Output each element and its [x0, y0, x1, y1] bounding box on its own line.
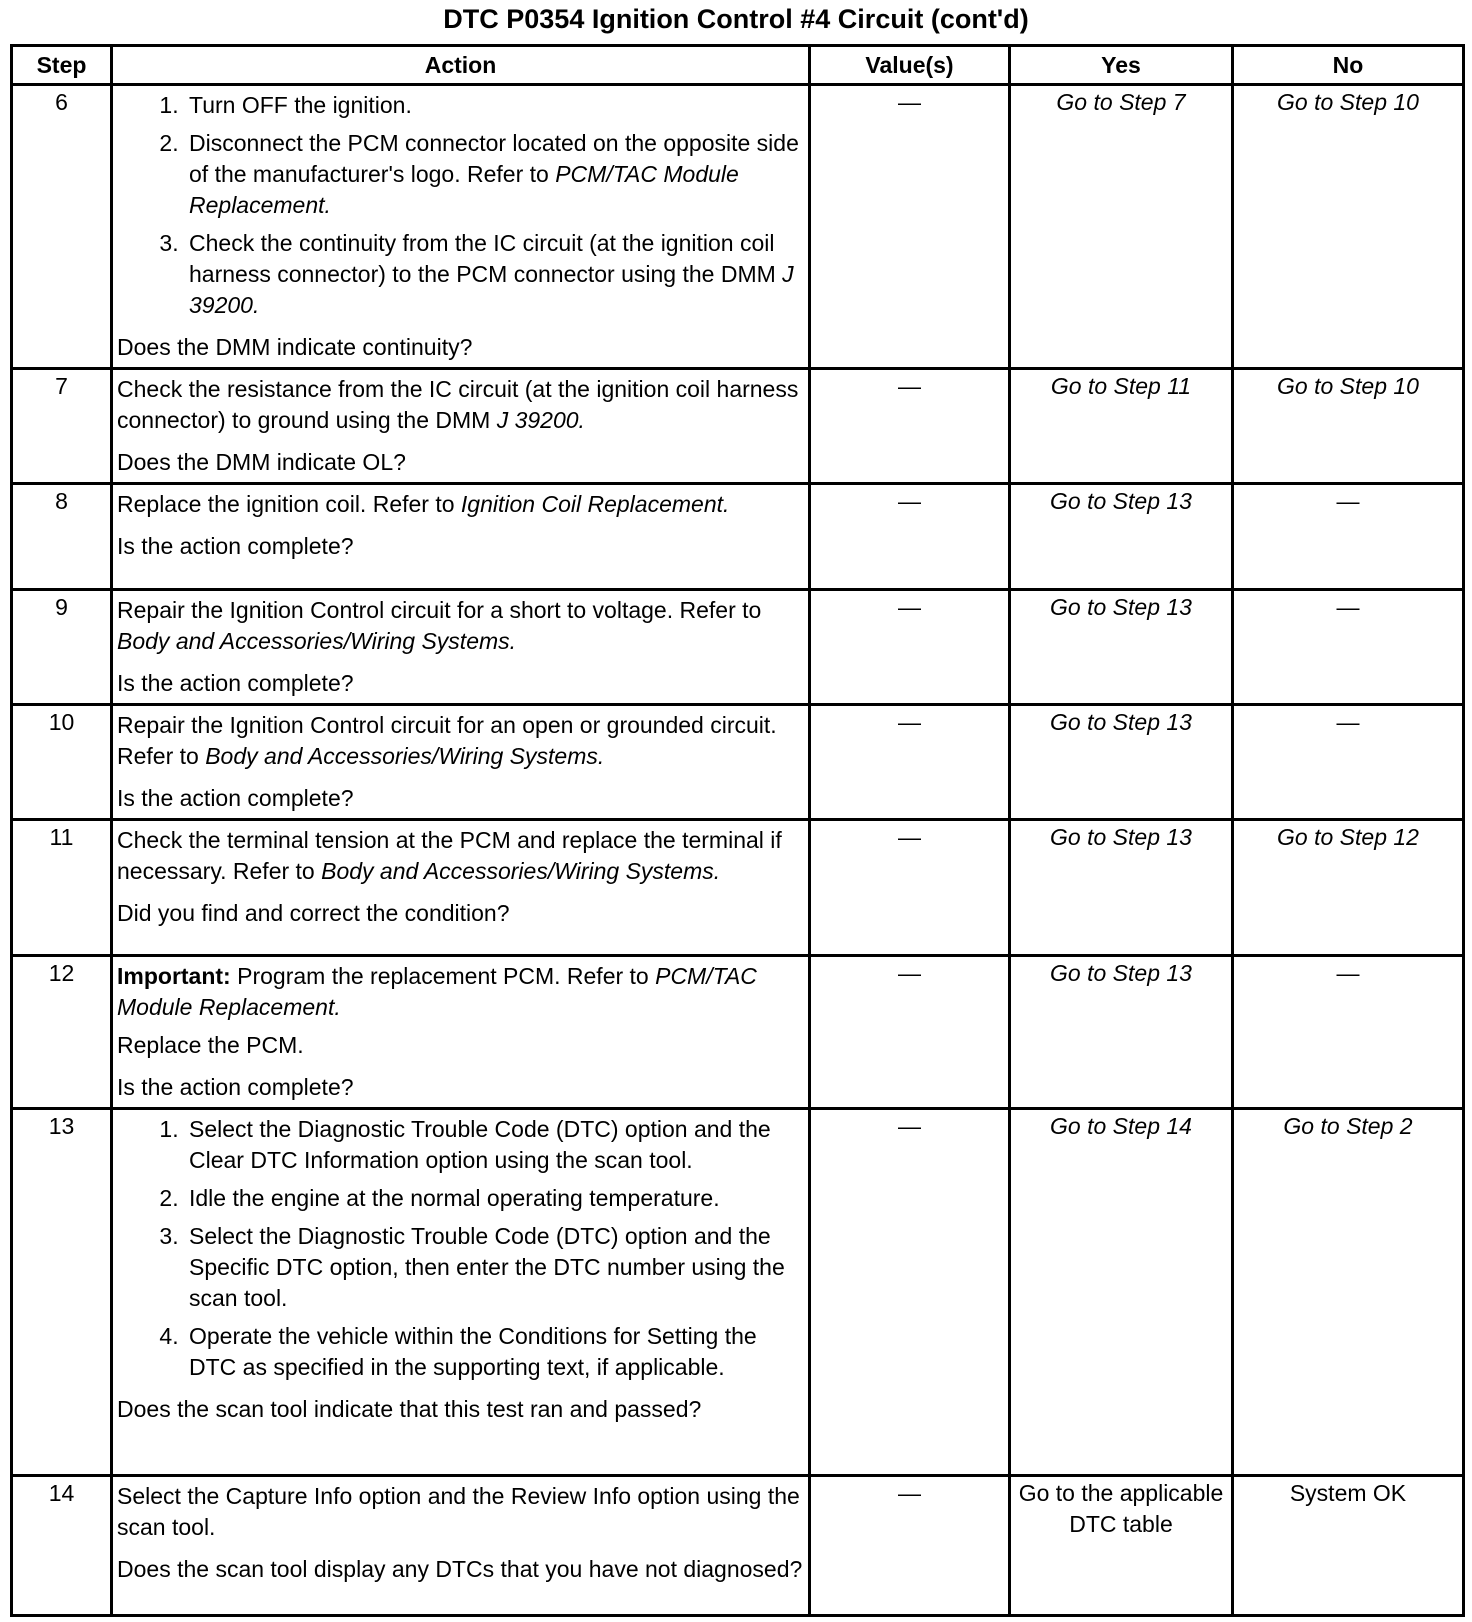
- action-cell: [112, 705, 810, 820]
- value-cell: —: [810, 369, 1010, 484]
- value-cell: —: [810, 1476, 1010, 1616]
- table-row: [12, 820, 1464, 956]
- important-label: Important:: [117, 963, 231, 989]
- action-question: Does the scan tool display any DTCs that you have not diagnosed?: [117, 1556, 803, 1582]
- action-question: Is the action complete?: [117, 533, 354, 559]
- table-row: [12, 85, 1464, 369]
- value-cell: —: [810, 484, 1010, 590]
- action-question: Did you find and correct the condition?: [117, 900, 510, 926]
- value-cell: —: [810, 85, 1010, 369]
- header-action: Action: [112, 46, 810, 85]
- no-cell: —: [1233, 590, 1464, 705]
- tool-reference: J 39200.: [189, 261, 794, 318]
- yes-cell: Go to Step 13: [1010, 705, 1233, 820]
- action-text: Select the Capture Info option and the Review Info option using the scan tool.: [117, 1483, 800, 1540]
- reference-link: Body and Accessories/Wiring Systems.: [321, 858, 721, 884]
- step-number: 10: [12, 705, 112, 820]
- action-text: Replace the PCM.: [117, 1032, 304, 1058]
- value-cell: —: [810, 1109, 1010, 1476]
- reference-link: PCM/TAC Module Replacement.: [189, 161, 739, 218]
- yes-cell: Go to Step 14: [1010, 1109, 1233, 1476]
- header-no: No: [1233, 46, 1464, 85]
- table-row: [12, 590, 1464, 705]
- value-cell: —: [810, 820, 1010, 956]
- action-question: Does the DMM indicate OL?: [117, 449, 406, 475]
- list-item: 3. Check the continuity from the IC circuit (at the ignition coil harness connector) to the PCM connector using the DMM J 39200.: [185, 228, 804, 321]
- reference-link: Body and Accessories/Wiring Systems.: [205, 743, 605, 769]
- no-cell: —: [1233, 956, 1464, 1109]
- action-question: Does the DMM indicate continuity?: [117, 334, 473, 360]
- action-cell: [112, 484, 810, 590]
- action-text: Repair the Ignition Control circuit for a short to voltage. Refer to Body and Accessories/Wiring Systems.: [117, 597, 762, 654]
- action-list: [117, 1114, 804, 1390]
- list-item: 2. Disconnect the PCM connector located on the opposite side of the manufacturer's logo. Refer to PCM/TAC Module Replacement.: [185, 128, 804, 221]
- yes-cell: Go to Step 7: [1010, 85, 1233, 369]
- header-yes: Yes: [1010, 46, 1233, 85]
- action-cell: [112, 1109, 810, 1476]
- step-number: 9: [12, 590, 112, 705]
- value-cell: —: [810, 705, 1010, 820]
- page-title: DTC P0354 Ignition Control #4 Circuit (cont'd): [443, 4, 1029, 34]
- no-cell: —: [1233, 705, 1464, 820]
- yes-cell: Go to Step 13: [1010, 956, 1233, 1109]
- no-cell: —: [1233, 484, 1464, 590]
- reference-link: Body and Accessories/Wiring Systems.: [117, 628, 517, 654]
- action-cell: [112, 820, 810, 956]
- action-cell: [112, 956, 810, 1109]
- no-cell: Go to Step 10: [1233, 85, 1464, 369]
- action-cell: [112, 85, 810, 369]
- action-question: Is the action complete?: [117, 1074, 354, 1100]
- action-text: Repair the Ignition Control circuit for an open or grounded circuit. Refer to Body and Accessories/Wiring Systems.: [117, 712, 777, 769]
- table-row: [12, 484, 1464, 590]
- action-cell: [112, 1476, 810, 1616]
- table-row: [12, 369, 1464, 484]
- table-row: [12, 1109, 1464, 1476]
- yes-cell: Go to Step 11: [1010, 369, 1233, 484]
- yes-cell: Go to Step 13: [1010, 590, 1233, 705]
- tool-reference: J 39200.: [496, 407, 585, 433]
- no-cell: System OK: [1233, 1476, 1464, 1616]
- value-cell: —: [810, 956, 1010, 1109]
- step-number: 6: [12, 85, 112, 369]
- list-item: 1. Turn OFF the ignition.: [185, 90, 804, 121]
- action-text: Check the terminal tension at the PCM and replace the terminal if necessary. Refer to Body and Accessories/Wiring Systems.: [117, 827, 782, 884]
- list-item: 2. Idle the engine at the normal operating temperature.: [185, 1183, 804, 1214]
- no-cell: Go to Step 2: [1233, 1109, 1464, 1476]
- action-question: Does the scan tool indicate that this test ran and passed?: [117, 1396, 702, 1422]
- table-row: [12, 705, 1464, 820]
- step-number: 7: [12, 369, 112, 484]
- table-row: [12, 1476, 1464, 1616]
- action-question: Is the action complete?: [117, 785, 354, 811]
- action-text: Replace the ignition coil. Refer to Ignition Coil Replacement.: [117, 491, 730, 517]
- action-list: [117, 90, 804, 328]
- yes-cell: Go to Step 13: [1010, 820, 1233, 956]
- list-item: 4. Operate the vehicle within the Conditions for Setting the DTC as specified in the supporting text, if applicable.: [185, 1321, 804, 1383]
- reference-link: Ignition Coil Replacement.: [460, 491, 730, 517]
- no-cell: Go to Step 10: [1233, 369, 1464, 484]
- important-note: Important: Program the replacement PCM. Refer to PCM/TAC Module Replacement.: [117, 963, 757, 1020]
- step-number: 11: [12, 820, 112, 956]
- action-cell: [112, 369, 810, 484]
- list-item: 1. Select the Diagnostic Trouble Code (DTC) option and the Clear DTC Information option using the scan tool.: [185, 1114, 804, 1176]
- action-cell: [112, 590, 810, 705]
- list-item: 3. Select the Diagnostic Trouble Code (DTC) option and the Specific DTC option, then enter the DTC number using the scan tool.: [185, 1221, 804, 1314]
- value-cell: —: [810, 590, 1010, 705]
- table-row: [12, 956, 1464, 1109]
- yes-cell: Go to Step 13: [1010, 484, 1233, 590]
- header-row: [12, 46, 1464, 85]
- no-cell: Go to Step 12: [1233, 820, 1464, 956]
- action-text: Check the resistance from the IC circuit (at the ignition coil harness connector) to ground using the DMM J 39200.: [117, 376, 799, 433]
- step-number: 14: [12, 1476, 112, 1616]
- reference-link: PCM/TAC Module Replacement.: [117, 963, 757, 1020]
- step-number: 8: [12, 484, 112, 590]
- header-values: Value(s): [810, 46, 1010, 85]
- diagnostic-table: [10, 44, 1465, 1617]
- action-question: Is the action complete?: [117, 670, 354, 696]
- step-number: 13: [12, 1109, 112, 1476]
- yes-cell: Go to the applicable DTC table: [1010, 1476, 1233, 1616]
- step-number: 12: [12, 956, 112, 1109]
- header-step: Step: [12, 46, 112, 85]
